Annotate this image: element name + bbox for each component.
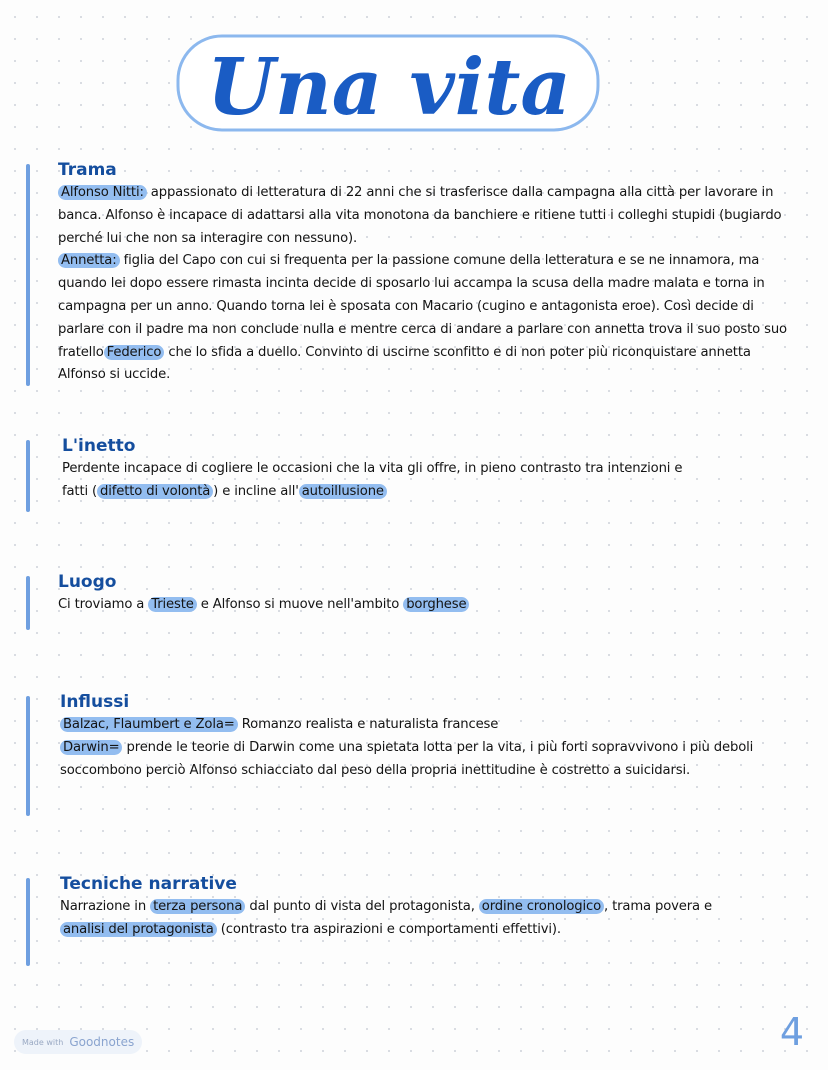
section-bar	[26, 576, 30, 630]
text-run: Ci troviamo a	[58, 597, 149, 612]
page-number: 4	[779, 1010, 804, 1054]
text-run: Romanzo realista e naturalista francese	[237, 717, 499, 732]
highlight: analisi del protagonista	[60, 922, 217, 937]
text-run: appassionato di letteratura di 22 anni che si trasferisce dalla campagna alla città per lavorare in banca. Alfonso è incapace di adattarsi alla vita monotona da banchiere e ritiene tutti i colleghi stupidi (bugiardo perché lui che non sa interagire con nessuno).	[58, 185, 782, 246]
made-with-label: Made with	[22, 1037, 64, 1047]
section-bar	[26, 164, 30, 386]
title-lettering	[150, 22, 620, 142]
page-title	[150, 22, 620, 142]
highlight: borghese	[403, 597, 469, 612]
title-text: Una vita	[207, 42, 571, 133]
highlight: Alfonso Nitti:	[58, 185, 147, 200]
section-bar	[26, 696, 30, 816]
goodnotes-brand: Goodnotes	[69, 1035, 135, 1049]
highlight: terza persona	[150, 899, 245, 914]
section-bar	[26, 878, 30, 966]
goodnotes-badge[interactable]	[14, 1030, 142, 1054]
section-heading: Trama	[58, 160, 117, 180]
highlight: Balzac, Flaumbert e Zola=	[60, 717, 238, 732]
section-text	[58, 182, 788, 387]
section-text	[60, 714, 788, 782]
section-text	[60, 896, 740, 942]
text-run: (contrasto tra aspirazioni e comportamenti effettivi).	[216, 921, 561, 937]
text-run: figlia del Capo con cui si frequenta per la passione comune della letteratura e se ne innamora, ma quando lei dopo essere rimasta incinta decide di sposarlo lui accampa la scusa della madre malata e torna in campagna per un anno. Quando torna lei è sposata con Macario (cugino e antagonista eroe). Così decide di parlare con il padre ma non conclude nulla e mentre cerca di andare a parlare con annetta trova il suo posto suo fratello	[58, 253, 787, 360]
text-run: dal punto di vista del protagonista,	[245, 899, 479, 914]
section-tecniche	[26, 874, 788, 942]
text-run: e Alfonso si muove nell'ambito	[196, 597, 404, 612]
text-run: prende le teorie di Darwin come una spietata lotta per la vita, i più forti sopravvivono i più deboli soccombono perciò Alfonso schiacciato dal peso della propria inettitudine è costretto a suicidarsi.	[60, 739, 754, 778]
section-bar	[26, 440, 30, 512]
text-run: Narrazione in	[60, 899, 151, 914]
highlight: Darwin=	[60, 740, 122, 755]
text-run: che lo sfida a duello. Convinto di uscirne sconfitto e di non poter più riconquistare annetta Alfonso si uccide.	[58, 344, 751, 383]
section-heading: Luogo	[58, 572, 117, 592]
text-run: ) e incline all'	[213, 483, 299, 499]
section-heading: L'inetto	[62, 436, 136, 456]
highlight: autoillusione	[299, 484, 387, 499]
highlight: ordine cronologico	[479, 899, 604, 914]
section-text	[58, 594, 788, 617]
section-inetto	[26, 436, 788, 504]
section-influssi	[26, 692, 788, 782]
highlight: difetto di volontà	[97, 484, 213, 499]
section-text	[62, 458, 702, 504]
highlight: Federico	[104, 345, 165, 360]
highlight: Annetta:	[58, 253, 120, 268]
text-run: , trama povera e	[604, 899, 712, 914]
section-heading: Tecniche narrative	[60, 874, 237, 894]
text-run: Perdente incapace di cogliere le occasioni che la vita gli offre, in pieno contrasto tra intenzioni e fatti (	[62, 461, 683, 499]
section-heading: Influssi	[60, 692, 130, 712]
section-luogo	[26, 572, 788, 617]
highlight: Trieste	[148, 597, 196, 612]
section-trama	[26, 160, 788, 387]
